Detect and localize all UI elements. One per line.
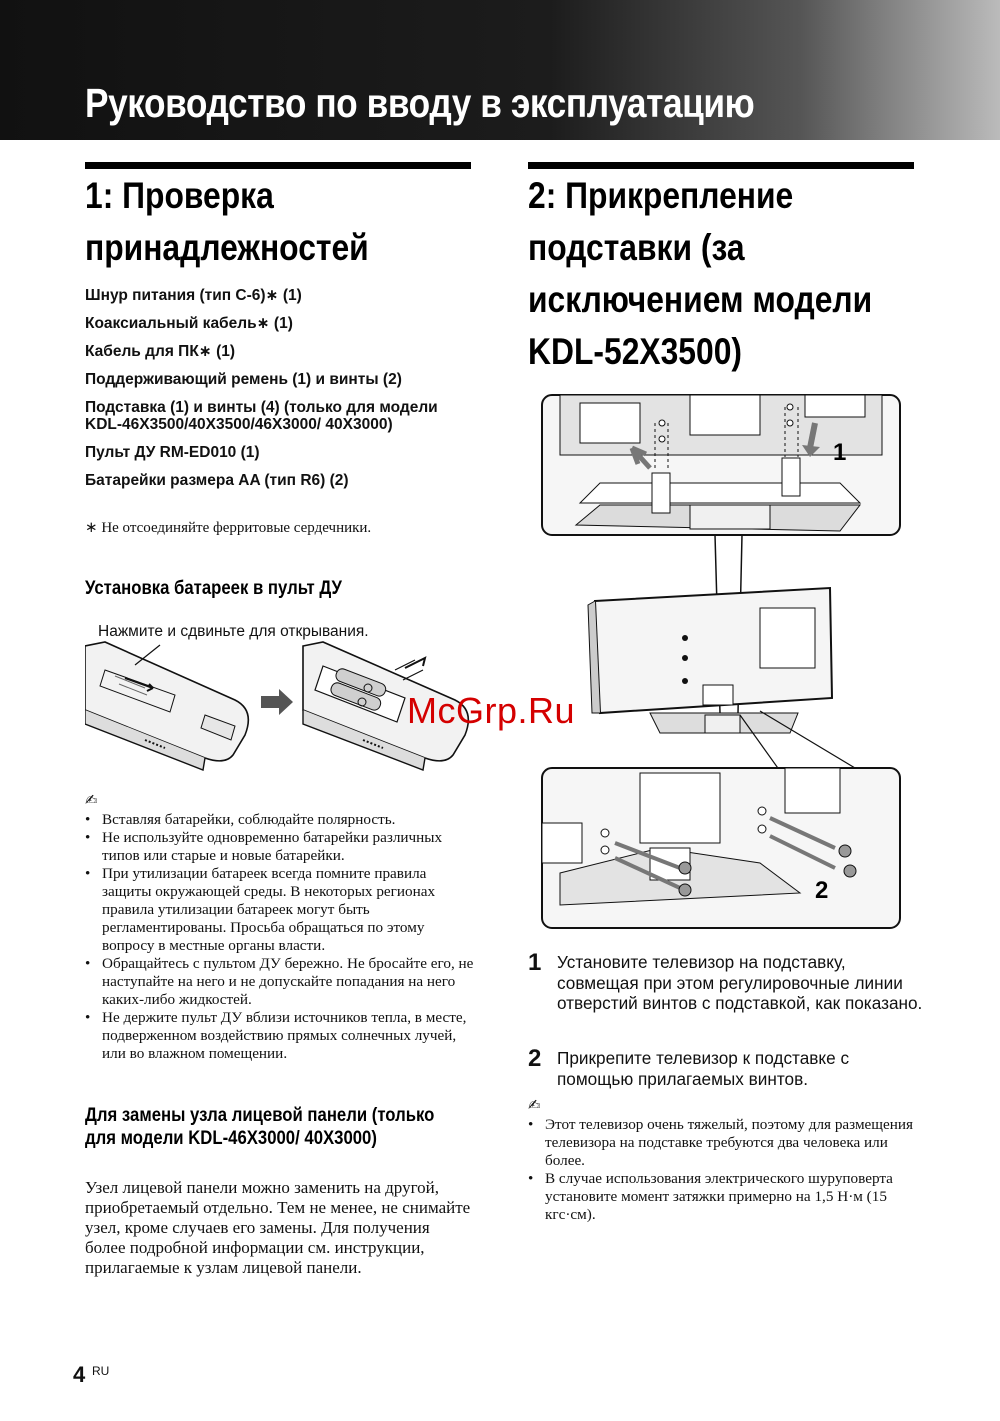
section2-rule (528, 162, 914, 169)
accessory-item: Кабель для ПК∗ (1) (85, 343, 236, 360)
accessory-item: Пульт ДУ RM-ED010 (1) (85, 444, 260, 461)
page-number: 4 (73, 1362, 86, 1387)
battery-notes (85, 811, 477, 1063)
section1-title (85, 170, 369, 274)
battery-note: • Обращайтесь с пультом ДУ бережно. Не бросайте его, не наступайте на него и не допускайте попадания на него каких-либо жидкостей. (85, 955, 477, 1009)
diagram-caption: Нажмите и сдвиньте для открывания. (98, 623, 369, 640)
section2-title-line: исключением модели (528, 279, 873, 320)
accessory-item: Подставка (1) и винты (4) (только для модели KDL-46X3500/40X3500/46X3000/ 40X3000) (85, 399, 438, 433)
accessory-item: Батарейки размера AA (тип R6) (2) (85, 472, 349, 489)
section2-title-line: подставки (за (528, 227, 745, 268)
step-1 (528, 949, 923, 1014)
accessories-list (85, 287, 475, 500)
diagram-step-label-1: 1 (833, 439, 847, 466)
page-language: RU (92, 1364, 110, 1378)
remote-closed-illustration (85, 642, 248, 770)
section2-title-line: KDL-52X3500) (528, 331, 743, 372)
step-number: 2 (528, 1045, 542, 1072)
ferrite-footnote: ∗ Не отсоединяйте ферритовые сердечники. (85, 520, 372, 536)
stand-notes (528, 1116, 920, 1224)
section1-title-line2: принадлежностей (85, 227, 369, 268)
front-panel-text: Узел лицевой панели можно заменить на другой, приобретаемый отдельно. Тем не менее, не снимайте узел, кроме случаев его замены. Для получения более подробной информации см. инструкции, прилагаемые к узлам лицевой панели. (85, 1178, 471, 1277)
accessory-item: Шнур питания (тип C-6)∗ (1) (85, 287, 302, 304)
watermark: McGrp.Ru (407, 690, 576, 731)
stand-note: • В случае использования электрического шуруповерта установите момент затяжки примерно на 1,5 Н·м (15 кгс·см). (528, 1170, 920, 1224)
battery-note: • При утилизации батареек всегда помните правила защиты окружающей среды. В некоторых регионах правила утилизации батареек могут быть регламентированы. Просьба обращаться по этому вопросу в местные органы власти. (85, 865, 477, 955)
page-title: Руководство по вводу в эксплуатацию (85, 80, 755, 126)
stand-note: • Этот телевизор очень тяжелый, поэтому для размещения телевизора на подставке требуются два человека или более. (528, 1116, 920, 1170)
battery-note: • Не держите пульт ДУ вблизи источников тепла, в месте, подверженном воздействию прямых солнечных лучей, или во влажном помещении. (85, 1009, 477, 1063)
battery-note: • Не используйте одновременно батарейки различных типов или старые и новые батарейки. (85, 829, 477, 865)
diagram-step-label-2: 2 (815, 877, 829, 904)
step-text: Прикрепите телевизор к подставке с помощью прилагаемых винтов. (557, 1048, 850, 1089)
arrow-right-icon (261, 689, 293, 715)
front-panel-heading: Для замены узла лицевой панели (только для модели KDL-46X3000/ 40X3000) (85, 1105, 435, 1149)
section2-title (528, 170, 872, 378)
step-2 (528, 1045, 923, 1089)
section1-title-line1: 1: Проверка (85, 175, 274, 216)
section2-title-line: 2: Прикрепление (528, 175, 794, 216)
batteries-heading: Установка батареек в пульт ДУ (85, 578, 342, 599)
accessory-item: Коаксиальный кабель∗ (1) (85, 315, 293, 332)
battery-note: • Вставляя батарейки, соблюдайте полярность. (85, 811, 477, 829)
stand-attachment-diagram (540, 393, 902, 931)
section1-rule (85, 162, 471, 169)
accessory-item: Поддерживающий ремень (1) и винты (2) (85, 371, 402, 388)
note-icon: ✍ (528, 1096, 541, 1114)
note-icon: ✍ (85, 791, 98, 809)
step-text: Установите телевизор на подставку, совмещая при этом регулировочные линии отверстий винтов с подставкой, как показано. (557, 952, 923, 1013)
step-number: 1 (528, 949, 542, 976)
